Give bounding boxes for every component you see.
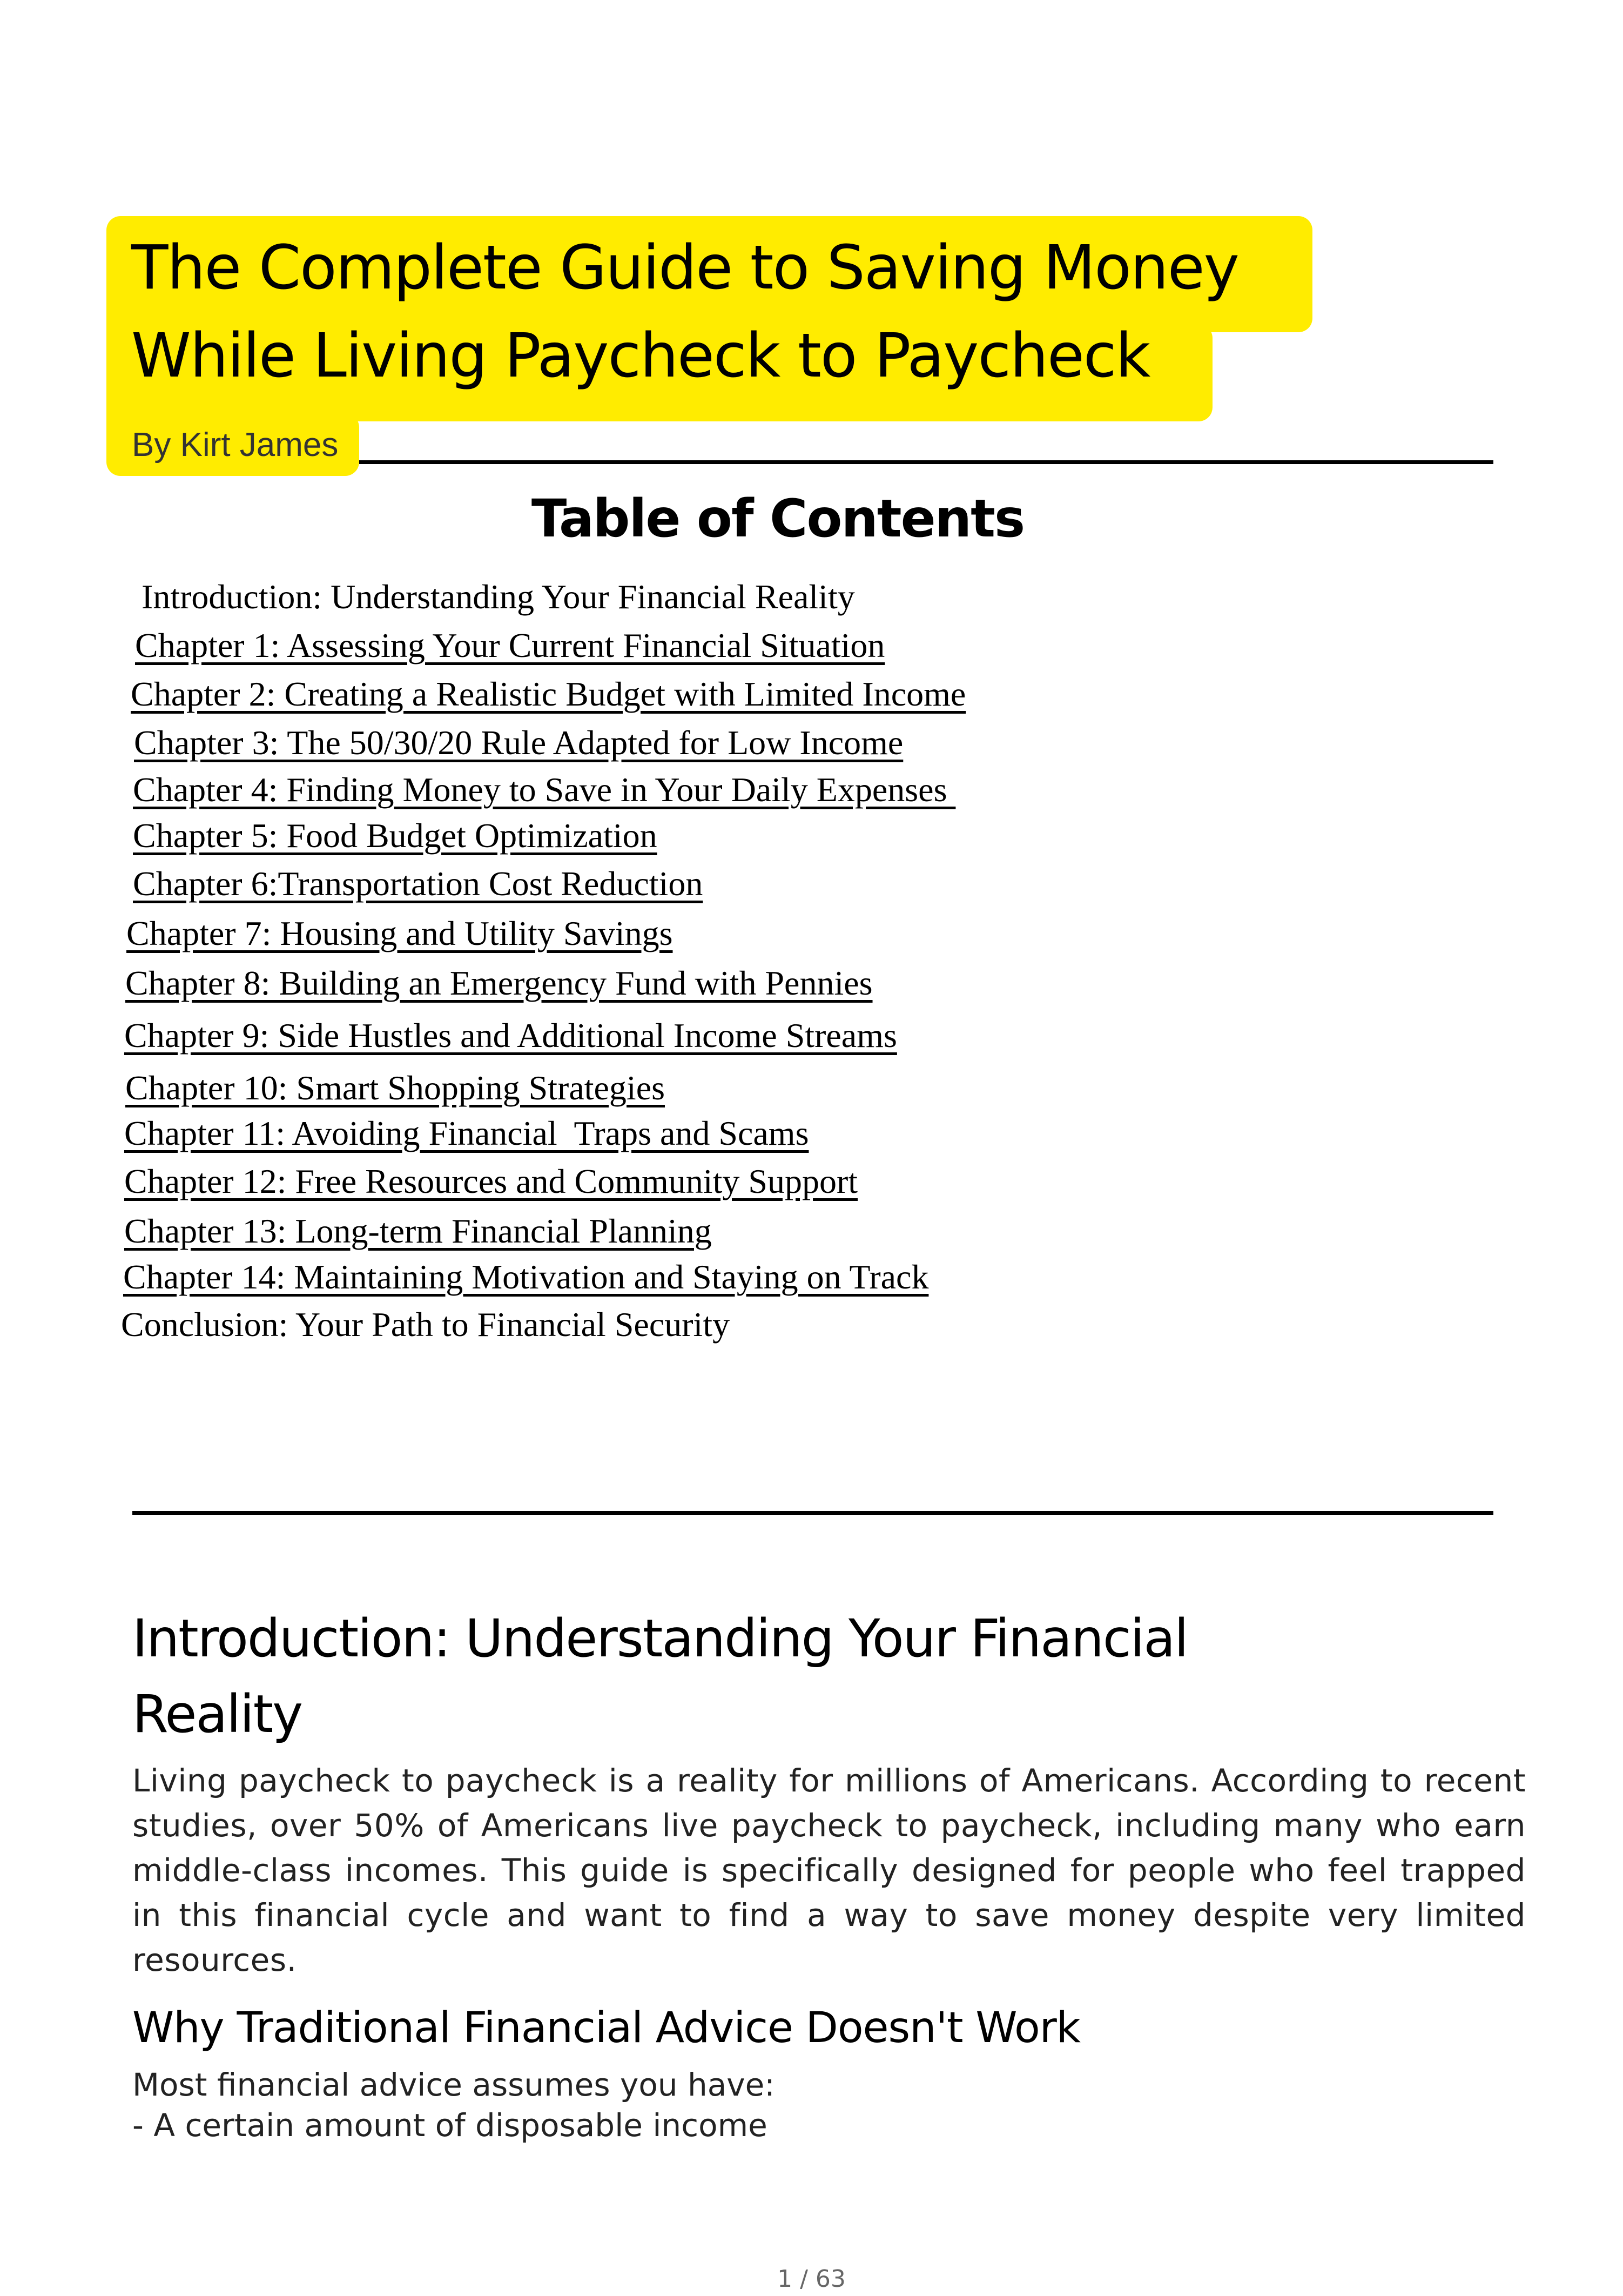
toc-link-chapter-12[interactable]: Chapter 12: Free Resources and Community Support: [124, 1162, 858, 1200]
author-byline: By Kirt James: [132, 426, 339, 464]
toc-link-chapter-1[interactable]: Chapter 1: Assessing Your Current Financial Situation: [135, 626, 885, 664]
title-notch-1: [1213, 332, 1234, 354]
introduction-paragraph: Living paycheck to paycheck is a reality for millions of Americans. According to recent studies, over 50% of Americans live paycheck to paycheck, including many who earn middle-class incomes. This guide is specifically designed for people who feel trapped in this financial cycle and want to find a way to save money despite very limited resources.: [132, 1762, 1526, 1978]
document-title-line-1: The Complete Guide to Saving Money: [131, 233, 1238, 303]
toc-link-chapter-13[interactable]: Chapter 13: Long-term Financial Planning: [124, 1212, 712, 1250]
toc-link-chapter-10[interactable]: Chapter 10: Smart Shopping Strategies: [125, 1069, 665, 1107]
toc-link-chapter-11[interactable]: Chapter 11: Avoiding Financial Traps and Scams: [124, 1114, 809, 1152]
title-notch-2: [359, 421, 381, 443]
toc-link-chapter-2[interactable]: Chapter 2: Creating a Realistic Budget with Limited Income: [131, 675, 966, 713]
introduction-heading-line-2: Reality: [132, 1684, 302, 1744]
section-divider: [132, 1511, 1493, 1515]
title-divider: [359, 460, 1493, 464]
toc-item-introduction: Introduction: Understanding Your Financial Reality: [142, 578, 855, 616]
toc-link-chapter-14[interactable]: Chapter 14: Maintaining Motivation and Staying on Track: [123, 1258, 929, 1296]
introduction-heading-line-1: Introduction: Understanding Your Financial: [132, 1608, 1188, 1669]
toc-link-chapter-4[interactable]: Chapter 4: Finding Money to Save in Your Daily Expenses: [133, 770, 956, 809]
toc-link-chapter-3[interactable]: Chapter 3: The 50/30/20 Rule Adapted for Low Income: [134, 723, 904, 762]
advice-list-item: - A certain amount of disposable income: [132, 2107, 767, 2144]
toc-link-chapter-8[interactable]: Chapter 8: Building an Emergency Fund with Pennies: [125, 964, 873, 1002]
toc-link-chapter-6[interactable]: Chapter 6:Transportation Cost Reduction: [133, 864, 703, 903]
toc-heading: Table of Contents: [531, 488, 1025, 549]
page-indicator: 1 / 63: [777, 2265, 846, 2293]
toc-item-conclusion: Conclusion: Your Path to Financial Security: [121, 1305, 730, 1344]
toc-link-chapter-7[interactable]: Chapter 7: Housing and Utility Savings: [126, 914, 673, 952]
traditional-advice-heading: Why Traditional Financial Advice Doesn't Work: [132, 2004, 1080, 2052]
toc-link-chapter-9[interactable]: Chapter 9: Side Hustles and Additional Income Streams: [124, 1016, 897, 1055]
document-title-line-2: While Living Paycheck to Paycheck: [131, 321, 1150, 391]
toc-link-chapter-5[interactable]: Chapter 5: Food Budget Optimization: [133, 816, 657, 855]
advice-lead-in: Most financial advice assumes you have:: [132, 2066, 775, 2103]
